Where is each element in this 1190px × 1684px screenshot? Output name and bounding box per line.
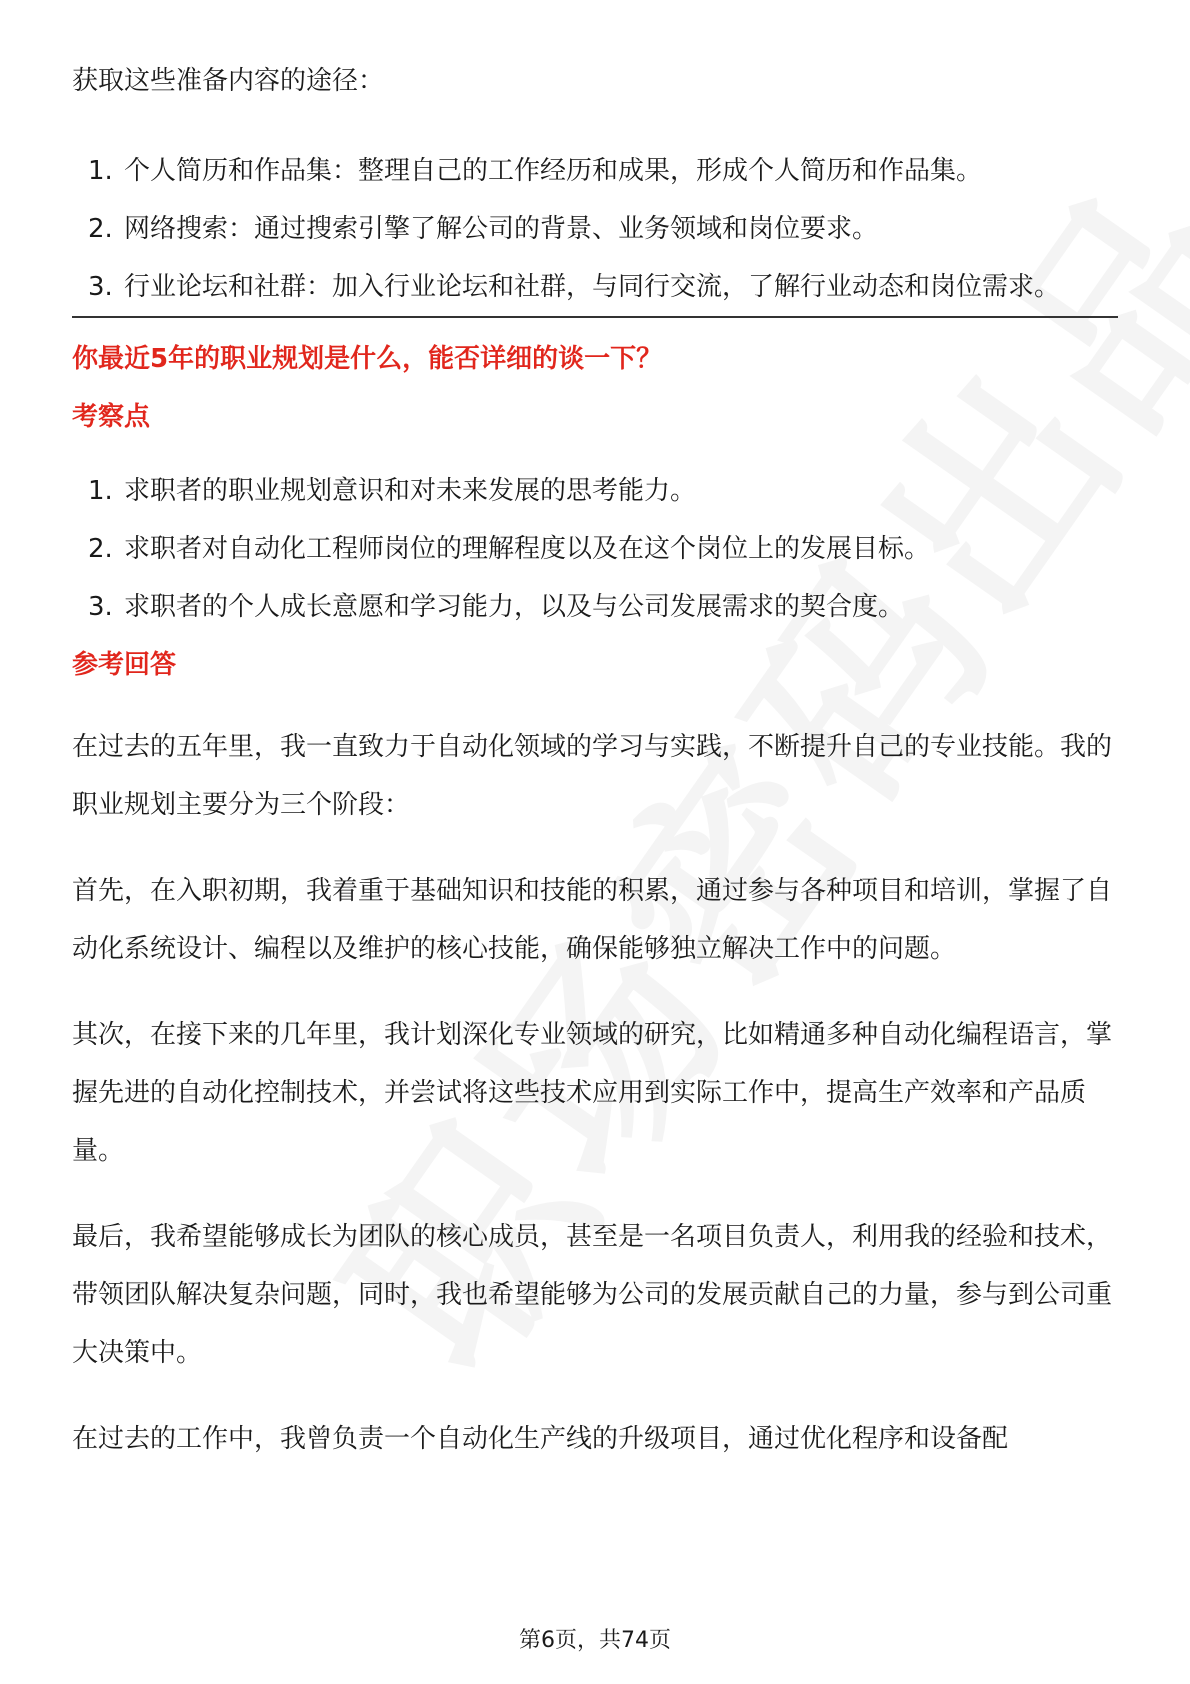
list-item — [72, 258, 1118, 316]
list-item-text: 个人简历和作品集：整理自己的工作经历和成果，形成个人简历和作品集。 — [124, 156, 983, 186]
list-item-text: 求职者的个人成长意愿和学习能力，以及与公司发展需求的契合度。 — [124, 592, 905, 622]
list-item — [72, 520, 1118, 578]
list-item — [72, 142, 1118, 200]
answer-paragraph: 其次，在接下来的几年里，我计划深化专业领域的研究，比如精通多种自动化编程语言，掌握先进的自动化控制技术，并尝试将这些技术应用到实际工作中，提高生产效率和产品质量。 — [72, 1020, 1113, 1166]
answer-paragraph: 在过去的五年里，我一直致力于自动化领域的学习与实践，不断提升自己的专业技能。我的职业规划主要分为三个阶段： — [72, 732, 1113, 820]
list-item-text: 网络搜索：通过搜索引擎了解公司的背景、业务领域和岗位要求。 — [124, 214, 879, 244]
list-number: 2. — [88, 214, 113, 244]
answer-paragraph: 最后，我希望能够成长为团队的核心成员，甚至是一名项目负责人，利用我的经验和技术，带领团队解决复杂问题，同时，我也希望能够为公司的发展贡献自己的力量，参与到公司重大决策中。 — [72, 1222, 1113, 1368]
answer-paragraph: 在过去的工作中，我曾负责一个自动化生产线的升级项目，通过优化程序和设备配 — [72, 1424, 1009, 1454]
answer-heading: 参考回答 — [72, 650, 177, 680]
page-footer: 第6页，共74页 — [0, 1626, 1190, 1656]
list-item — [72, 578, 1118, 636]
list-number: 2. — [88, 534, 113, 564]
list-number: 1. — [88, 476, 113, 506]
list-item-text: 行业论坛和社群：加入行业论坛和社群，与同行交流，了解行业动态和岗位需求。 — [124, 272, 1061, 302]
list-item — [72, 200, 1118, 258]
section-divider — [72, 316, 1118, 318]
list-item-text: 求职者的职业规划意识和对未来发展的思考能力。 — [124, 476, 697, 506]
focus-list — [72, 462, 1118, 636]
ways-list — [72, 142, 1118, 316]
answer-paragraph: 首先，在入职初期，我着重于基础知识和技能的积累，通过参与各种项目和培训，掌握了自动化系统设计、编程以及维护的核心技能，确保能够独立解决工作中的问题。 — [72, 876, 1113, 964]
focus-heading: 考察点 — [72, 402, 151, 432]
question-heading: 你最近5年的职业规划是什么，能否详细的谈一下？ — [72, 344, 663, 374]
list-number: 3. — [88, 592, 113, 622]
list-item-text: 求职者对自动化工程师岗位的理解程度以及在这个岗位上的发展目标。 — [124, 534, 931, 564]
list-number: 3. — [88, 272, 113, 302]
document-page — [72, 52, 1118, 1468]
list-item — [72, 462, 1118, 520]
list-number: 1. — [88, 156, 113, 186]
intro-text: 获取这些准备内容的途径： — [72, 66, 385, 96]
